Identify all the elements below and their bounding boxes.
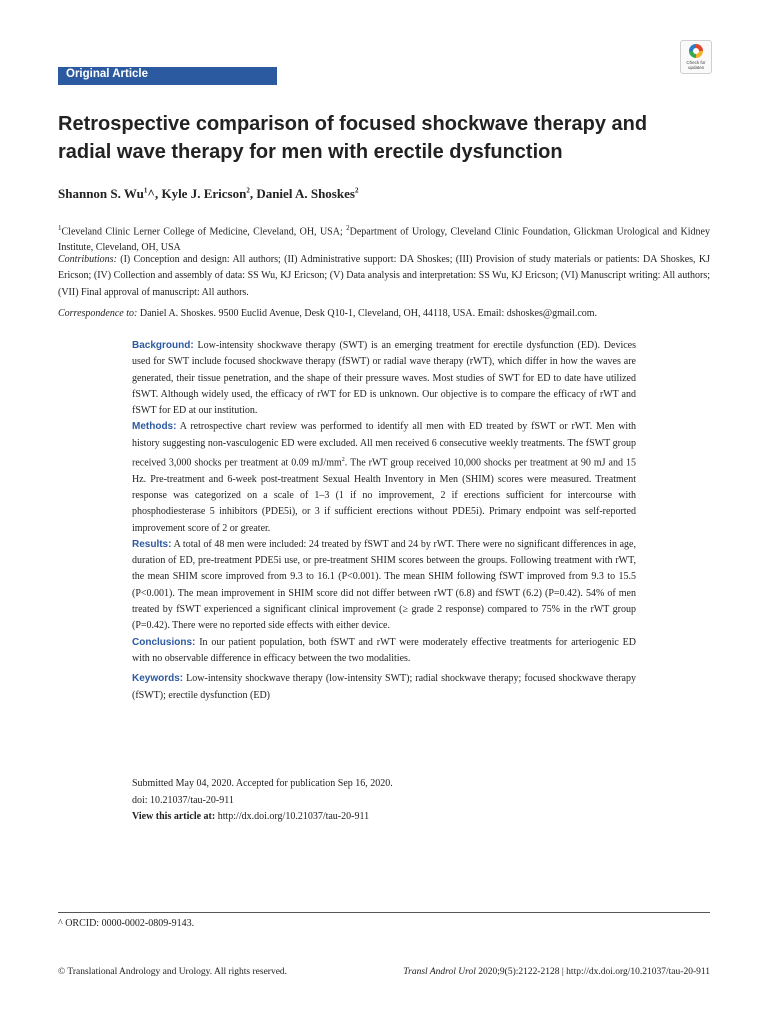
methods-sup: 2	[341, 457, 345, 464]
citation-text: 2020;9(5):2122-2128 | http://dx.doi.org/10.21037/tau-20-911	[475, 967, 710, 977]
keywords-text: Low-intensity shockwave therapy (low-intensity SWT); radial shockwave therapy; focused shockwave therapy (fSWT); erectile dysfunction (ED)	[132, 673, 636, 701]
affil-sup: 2	[346, 224, 350, 232]
abstract-results	[132, 537, 636, 635]
check-for-updates-button[interactable]	[680, 40, 712, 74]
author-list: Shannon S. Wu$^1$^, Kyle J. Ericson$^2$, Daniel A. Shoskes$^2$	[58, 186, 359, 201]
orcid-footnote: ^ ORCID: 0000-0002-0809-9143.	[58, 918, 195, 929]
journal-citation	[403, 967, 710, 977]
footnote-divider	[58, 912, 710, 913]
affiliations	[58, 220, 710, 256]
submission-dates: Submitted May 04, 2020. Accepted for publication Sep 16, 2020.	[132, 778, 393, 789]
article-type-badge	[58, 67, 277, 85]
abstract-keywords	[132, 671, 636, 704]
methods-text-cont: . The rWT group received 10,000 shocks per treatment at 90 mJ and 15 Hz. Pre-treatment and 6-week post-treatment Sexual Health Inventory in Men (SHIM) scores were measured. Treatment response was categorized on a scale of 1–3 (1 if no improvement, 2 if erections sufficient for intercourse with phosphodiesterase 5 inhibitors (PDE5i), or 3 if sufficient erections without PDE5i). Primary endpoint was self-reported improvement score of 2 or greater.	[132, 457, 636, 534]
doi: doi: 10.21037/tau-20-911	[132, 794, 234, 806]
view-article-label: View this article at:	[132, 811, 216, 822]
correspondence	[58, 306, 710, 322]
author-name: Shannon S. Wu	[58, 186, 144, 201]
abstract-background	[132, 338, 636, 419]
results-label: Results:	[132, 538, 172, 550]
author-affil-sup: 1	[143, 186, 148, 195]
abstract-conclusions	[132, 635, 636, 668]
correspondence-label: Correspondence to:	[58, 308, 138, 319]
methods-label: Methods:	[132, 421, 177, 433]
correspondence-text: Daniel A. Shoskes. 9500 Euclid Avenue, Desk Q10-1, Cleveland, OH, 44118, USA. Email: dshoskes@gmail.com.	[137, 308, 598, 319]
keywords-label: Keywords:	[132, 673, 184, 685]
affil-sup: 1	[58, 224, 62, 232]
contributions-label: Contributions:	[58, 254, 117, 265]
author-name: Daniel A. Shoskes	[256, 186, 355, 201]
author-name: Kyle J. Ericson	[161, 186, 247, 201]
article-title: Retrospective comparison of focused shockwave therapy and radial wave therapy for men with erectile dysfunction	[58, 113, 648, 163]
abstract	[132, 338, 636, 704]
article-type-label: Original Article	[66, 68, 149, 80]
journal-name: Transl Androl Urol	[403, 967, 476, 977]
affil-text: Department of Urology, Cleveland Clinic Foundation, Glickman Urological and Kidney Institute, Cleveland, OH, USA	[58, 226, 710, 254]
view-article-link[interactable]: http://dx.doi.org/10.21037/tau-20-911	[215, 811, 370, 822]
author-affil-sup: 2	[354, 186, 359, 195]
conclusions-text: In our patient population, both fSWT and rWT were moderately effective treatments for arteriogenic ED with no observable difference in efficacy between the two modalities.	[132, 636, 636, 664]
copyright-notice: © Translational Andrology and Urology. All rights reserved.	[58, 967, 288, 977]
crossmark-icon	[689, 44, 703, 58]
contributions-text: (I) Conception and design: All authors; (II) Administrative support: DA Shoskes; (III) Provision of study materials or patients: DA Shoskes, KJ Ericson; (IV) Collection and assembly of data: SS Wu, KJ Ericson; (V) Data analysis and interpretation: SS Wu, KJ Ericson; (VI) Manuscript writing: All authors; (VII) Final approval of manuscript: All authors.	[58, 254, 710, 298]
contributions	[58, 252, 710, 301]
article-meta	[132, 776, 636, 826]
background-text: Low-intensity shockwave therapy (SWT) is an emerging treatment for erectile dysfunction (ED). Devices used for SWT include focused shockwave therapy (fSWT) or radial wave therapy (rWT), which differ in how the waves are generated, their tissue penetration, and the shape of their pressure waves. Most studies of SWT for ED to date have utilized fSWT. Although widely used, the efficacy of rWT for ED is unknown. Our objective is to compare the efficacy of rWT and fSWT for ED at our institution.	[132, 340, 636, 417]
conclusions-label: Conclusions:	[132, 636, 196, 648]
background-label: Background:	[132, 340, 194, 351]
orcid-mark: ^	[147, 186, 155, 201]
affil-text: Cleveland Clinic Lerner College of Medicine, Cleveland, OH, USA;	[61, 226, 347, 238]
methods-text: A retrospective chart review was performed to identify all men with ED treated by fSWT or rWT. Men with history suggesting non-vasculogenic ED were excluded. All men received 6 consecutive weekly treatments. The fSWT group received 3,000 shocks per treatment at 0.09 mJ/mm	[132, 421, 636, 469]
abstract-methods	[132, 419, 636, 536]
crossmark-label: Check for updates	[686, 60, 706, 70]
results-text: A total of 48 men were included: 24 treated by fSWT and 24 by rWT. There were no significant differences in age, duration of ED, pre-treatment PDE5i use, or pre-treatment SHIM scores between the groups. Following treatment with rWT, the mean SHIM score improved from 9.3 to 16.1 (P<0.001). The mean SHIM following fSWT improved from 9.3 to 15.5 (P<0.001). The mean improvement in SHIM score did not differ between rWT (6.8) and fSWT (6.2) (P=0.42). 54% of men treated by fSWT experienced a significant clinical improvement (≥ grade 2 response) compared to 75% in the rWT group (P=0.42). There were no reported side effects with either device.	[132, 538, 636, 632]
author-affil-sup: 2	[246, 186, 250, 195]
view-article	[132, 809, 636, 826]
